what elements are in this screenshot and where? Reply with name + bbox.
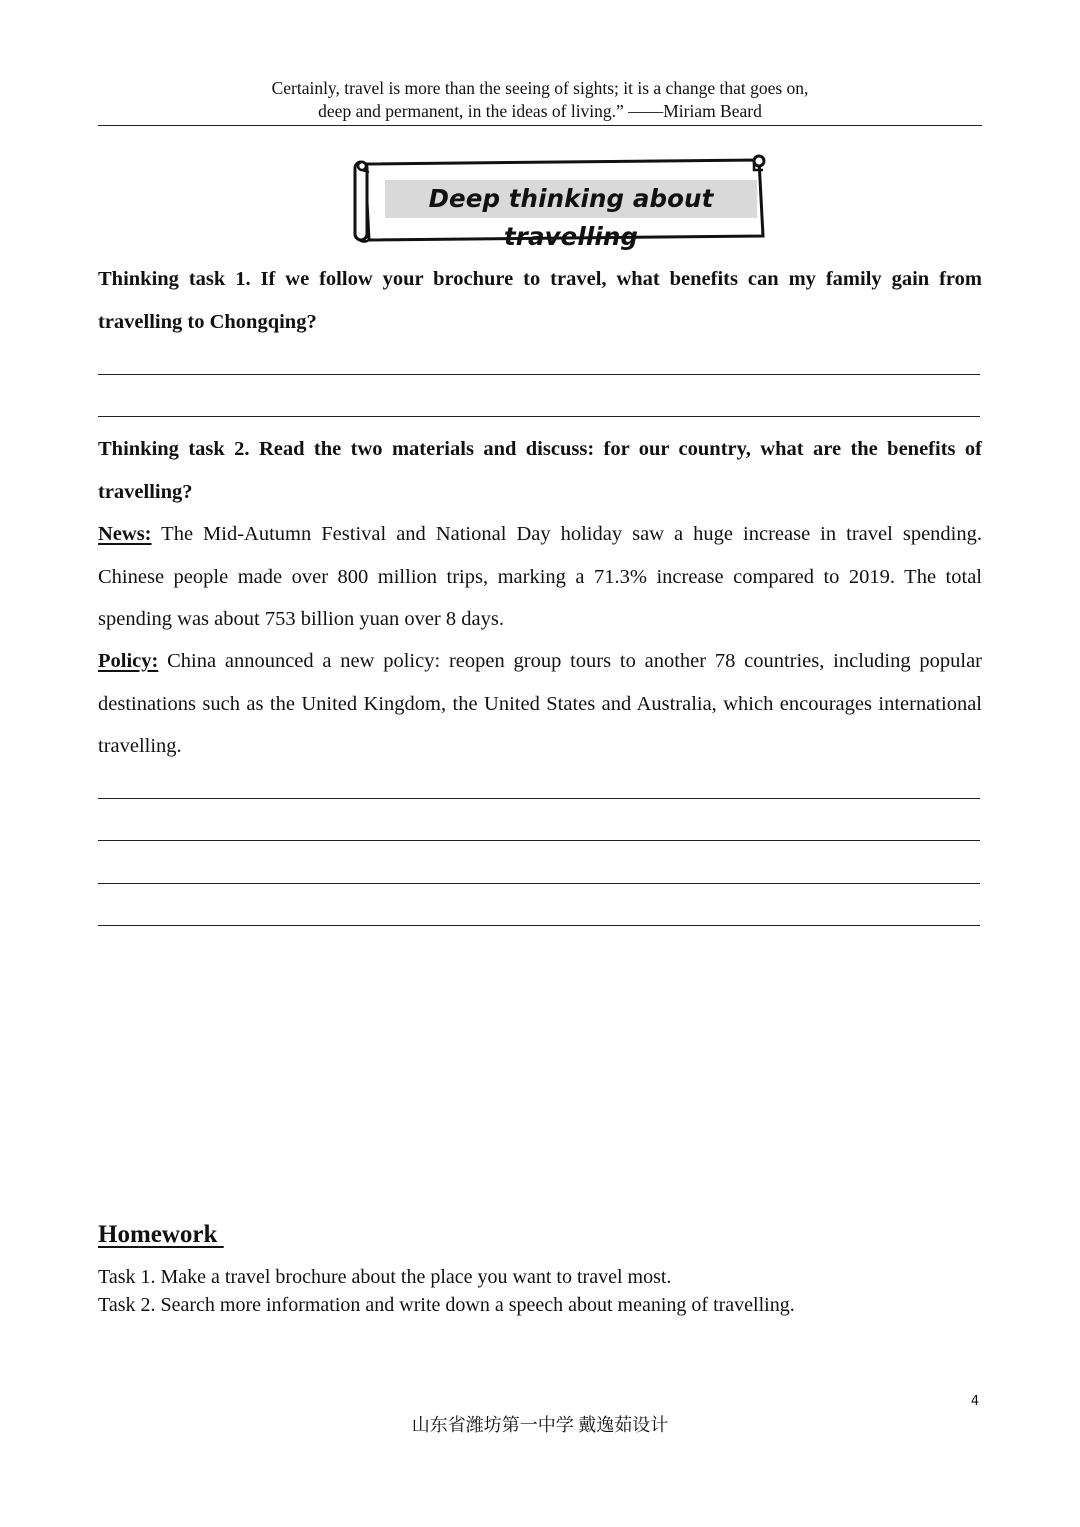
policy-text: China announced a new policy: reopen group tours to another 78 countries, including popular destinations such as the United Kingdom, the United States and Australia, which encourages international travelling. xyxy=(98,650,982,757)
homework-task-2: Task 2. Search more information and write down a speech about meaning of travelling. xyxy=(98,1294,795,1316)
answer-line xyxy=(98,798,980,799)
section-title: Deep thinking about travelling xyxy=(385,180,757,218)
homework-task-1: Task 1. Make a travel brochure about the place you want to travel most. xyxy=(98,1266,672,1288)
header-quote-line-1: Certainly, travel is more than the seeing of sights; it is a change that goes on, xyxy=(271,78,809,98)
answer-line xyxy=(98,374,980,375)
thinking-task-1: Thinking task 1. If we follow your brochure to travel, what benefits can my family gain from travelling to Chongqing? xyxy=(98,268,982,333)
header-rule xyxy=(98,125,982,126)
header-quote xyxy=(98,77,982,123)
homework-title: Homework xyxy=(98,1221,224,1248)
scroll-banner xyxy=(345,150,775,250)
thinking-task-2: Thinking task 2. Read the two materials and discuss: for our country, what are the benefits of travelling? xyxy=(98,438,982,503)
header-quote-line-2: deep and permanent, in the ideas of living.” ——Miriam Beard xyxy=(318,101,762,121)
page-number: 4 xyxy=(970,1394,980,1409)
news-label: News: xyxy=(98,523,152,545)
policy-paragraph xyxy=(98,640,982,768)
policy-label: Policy: xyxy=(98,650,159,672)
footer-credit: 山东省潍坊第一中学 戴逸茹设计 xyxy=(411,1415,669,1435)
answer-line xyxy=(98,925,980,926)
answer-line xyxy=(98,883,980,884)
news-text: The Mid-Autumn Festival and National Day holiday saw a huge increase in travel spending. Chinese people made over 800 million trips, marking a 71.3% increase compared to 2019. The total spending was about 753 billion yuan over 8 days. xyxy=(98,523,982,630)
answer-line xyxy=(98,840,980,841)
answer-line xyxy=(98,416,980,417)
news-paragraph xyxy=(98,513,982,641)
